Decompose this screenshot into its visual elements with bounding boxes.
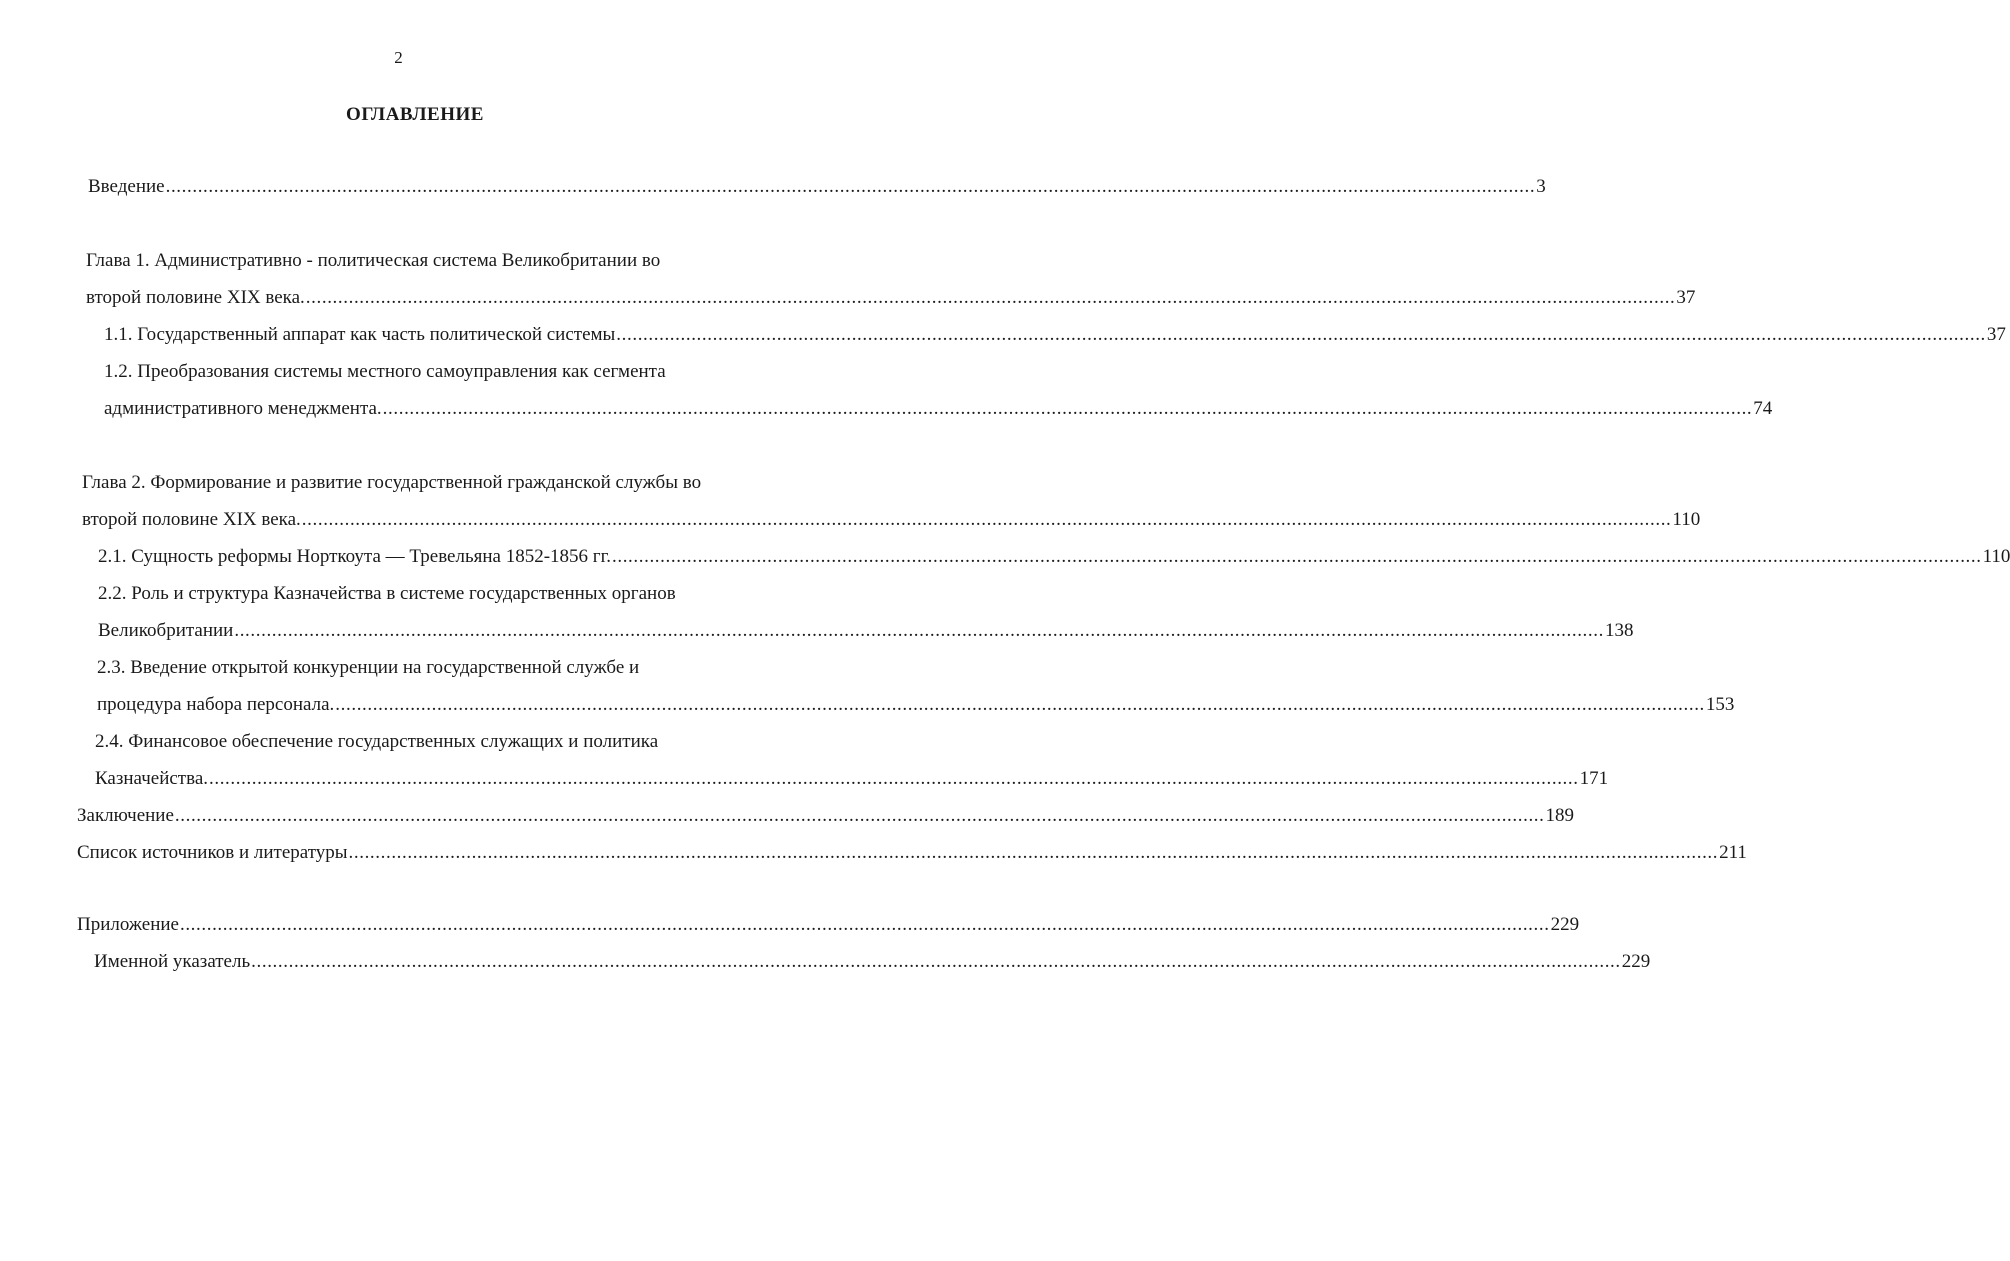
- toc-entry-chapter-2[interactable]: [82, 505, 1701, 535]
- toc-entry-label: второй половине XIX века.: [82, 509, 301, 530]
- toc-entry-page: 211: [1719, 842, 1747, 863]
- toc-entry-page: 229: [1621, 951, 1651, 972]
- leader-dots: ................................................................................................................................................................................................................................................................: [305, 287, 1676, 308]
- toc-entry-label: Великобритании: [98, 620, 234, 641]
- toc-entry-section-2-4[interactable]: [95, 764, 1609, 794]
- toc-entry-label: 1.1. Государственный аппарат как часть политической системы: [104, 324, 616, 345]
- toc-chapter-2-line1: Глава 2. Формирование и развитие государственной гражданской службы во: [82, 472, 702, 493]
- toc-entry-label: процедура набора персонала.: [97, 694, 335, 715]
- toc-entry-page: 110: [1672, 509, 1701, 530]
- toc-entry-conclusion[interactable]: [77, 801, 1575, 831]
- toc-entry-section-2-2[interactable]: [98, 616, 1634, 646]
- toc-entry-label: Именной указатель: [94, 951, 251, 972]
- leader-dots: ................................................................................................................................................................................................................................................................: [234, 620, 1604, 641]
- toc-entry-page: 229: [1550, 914, 1580, 935]
- toc-entry-section-1-1[interactable]: [104, 320, 2006, 350]
- toc-entry-name-index[interactable]: [94, 947, 1651, 977]
- leader-dots: ................................................................................................................................................................................................................................................................: [179, 914, 1550, 935]
- leader-dots: ................................................................................................................................................................................................................................................................: [382, 398, 1753, 419]
- toc-entry-page: 153: [1705, 694, 1735, 715]
- toc-entry-sources[interactable]: [77, 838, 1747, 868]
- toc-entry-label: 2.1. Сущность реформы Норткоута — Тревельяна 1852-1856 гг.: [98, 546, 611, 567]
- toc-entry-page: 3: [1536, 176, 1546, 197]
- toc-entry-page: 110: [1982, 546, 2010, 567]
- toc-entry-page: 138: [1604, 620, 1634, 641]
- toc-entry-section-2-1[interactable]: [98, 542, 2010, 572]
- toc-section-2-3-line1: 2.3. Введение открытой конкуренции на государственной службе и: [97, 657, 640, 678]
- toc-entry-page: 189: [1545, 805, 1575, 826]
- toc-entry-label: второй половине XIX века.: [86, 287, 305, 308]
- toc-entry-intro[interactable]: [88, 172, 1546, 202]
- page-title: ОГЛАВЛЕНИЕ: [346, 104, 484, 125]
- toc-entry-label: административного менеджмента.: [104, 398, 382, 419]
- toc-entry-appendix[interactable]: [77, 910, 1580, 940]
- toc-entry-page: 171: [1579, 768, 1609, 789]
- toc-entry-label: Заключение: [77, 805, 174, 826]
- toc-chapter-1-line1: Глава 1. Административно - политическая система Великобритании во: [86, 250, 661, 271]
- toc-section-2-4-line1: 2.4. Финансовое обеспечение государственных служащих и политика: [95, 731, 659, 752]
- toc-entry-label: Введение: [88, 176, 165, 197]
- toc-entry-page: 37: [1986, 324, 2006, 345]
- toc-entry-section-1-2[interactable]: [104, 394, 1773, 424]
- toc-entry-section-2-3[interactable]: [97, 690, 1735, 720]
- leader-dots: ................................................................................................................................................................................................................................................................: [348, 842, 1719, 863]
- leader-dots: ................................................................................................................................................................................................................................................................: [301, 509, 1672, 530]
- toc-entry-page: 37: [1676, 287, 1696, 308]
- leader-dots: ................................................................................................................................................................................................................................................................: [335, 694, 1705, 715]
- page-number: 2: [394, 48, 403, 67]
- toc-entry-label: Список источников и литературы: [77, 842, 348, 863]
- leader-dots: ................................................................................................................................................................................................................................................................: [209, 768, 1579, 789]
- toc-section-1-2-line1: 1.2. Преобразования системы местного самоуправления как сегмента: [104, 361, 666, 382]
- toc-entry-label: Казначейства.: [95, 768, 208, 789]
- leader-dots: ................................................................................................................................................................................................................................................................: [612, 546, 1982, 567]
- leader-dots: ................................................................................................................................................................................................................................................................: [251, 951, 1621, 972]
- toc-section-2-2-line1: 2.2. Роль и структура Казначейства в системе государственных органов: [98, 583, 676, 604]
- leader-dots: ................................................................................................................................................................................................................................................................: [616, 324, 1986, 345]
- toc-entry-page: 74: [1753, 398, 1773, 419]
- leader-dots: ................................................................................................................................................................................................................................................................: [165, 176, 1536, 197]
- leader-dots: ................................................................................................................................................................................................................................................................: [174, 805, 1545, 826]
- toc-entry-label: Приложение: [77, 914, 179, 935]
- toc-entry-chapter-1[interactable]: [86, 283, 1696, 313]
